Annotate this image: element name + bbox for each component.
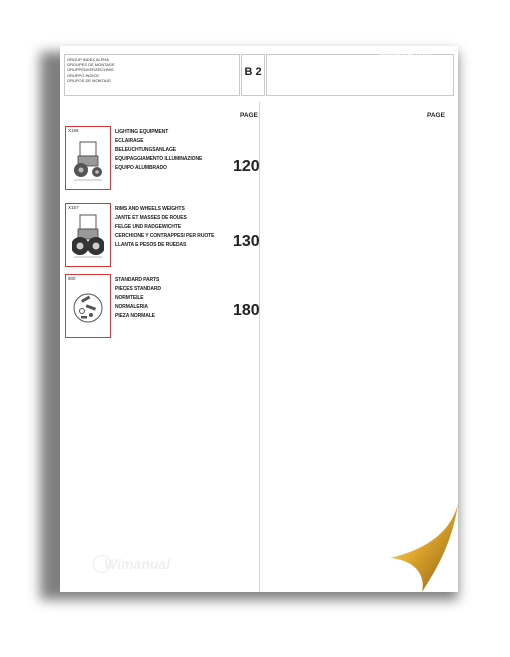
page-curl-icon (380, 500, 460, 600)
row-label: FELGE UND RADGEWICHTE (115, 224, 181, 230)
row-labels (115, 276, 161, 321)
row-labels (115, 205, 214, 250)
row-label: PIEZA NORMALE (115, 313, 155, 319)
row-label: STANDARD PARTS (115, 277, 160, 283)
index-row (65, 126, 260, 196)
row-label: EQUIPO ALUMBRADO (115, 165, 167, 171)
index-row (65, 203, 260, 273)
row-label: NORMTEILE (115, 295, 144, 301)
page-column-label-right: PAGE (427, 112, 445, 119)
row-page-number: 130 (233, 233, 260, 250)
header-right-box (266, 54, 454, 96)
row-page-number: 120 (233, 158, 260, 175)
group-index-line: GRUPOS DE MONTAJE (67, 77, 111, 83)
bolts-icon (72, 284, 104, 332)
thumbnail-code: X157 (68, 205, 79, 210)
index-row (65, 274, 260, 344)
row-thumbnail (65, 126, 111, 190)
thumbnail-code: 900 (68, 276, 76, 281)
group-index-box (64, 54, 240, 96)
row-labels (115, 128, 202, 173)
brand-watermark: Wimanual (104, 556, 170, 572)
row-label: LIGHTING EQUIPMENT (115, 129, 169, 135)
page-column-label-left: PAGE (240, 112, 258, 119)
row-thumbnail (65, 274, 111, 338)
row-label: EQUIPAGGIAMENTO ILLUMINAZIONE (115, 156, 203, 162)
row-label: CERCHIONE Y CONTRAPPESI PER RUOTE (115, 233, 215, 239)
row-page-number: 180 (233, 302, 260, 319)
row-label: PIECES STANDARD (115, 286, 161, 292)
group-index-line: GROUPES DE MONTAGE (67, 62, 115, 68)
row-label: RIMS AND WHEELS WEIGHTS (115, 206, 185, 212)
section-code: B 2 (244, 66, 262, 78)
site-watermark: wimanual.com (380, 50, 432, 59)
row-label: ECLAIRAGE (115, 138, 144, 144)
group-index-titles (67, 57, 115, 83)
row-label: LLANTA E PESOS DE RUEDAS (115, 242, 187, 248)
row-label: NORMALERIA (115, 304, 148, 310)
section-code-box (241, 54, 265, 96)
group-index-line: GROUP INDEX ALPHA (67, 57, 109, 62)
thumbnail-code: X156 (68, 128, 79, 133)
row-label: BELEUCHTUNGSANLAGE (115, 147, 176, 153)
row-thumbnail (65, 203, 111, 267)
row-label: JANTE ET MASSES DE ROUES (115, 215, 187, 221)
group-index-line: GRUPPENVERZEICHNIS (67, 67, 114, 73)
tractor-light-icon (72, 136, 104, 184)
group-index-line: GRUPPO INDICE (67, 72, 100, 78)
tractor-wheel-icon (72, 213, 104, 261)
